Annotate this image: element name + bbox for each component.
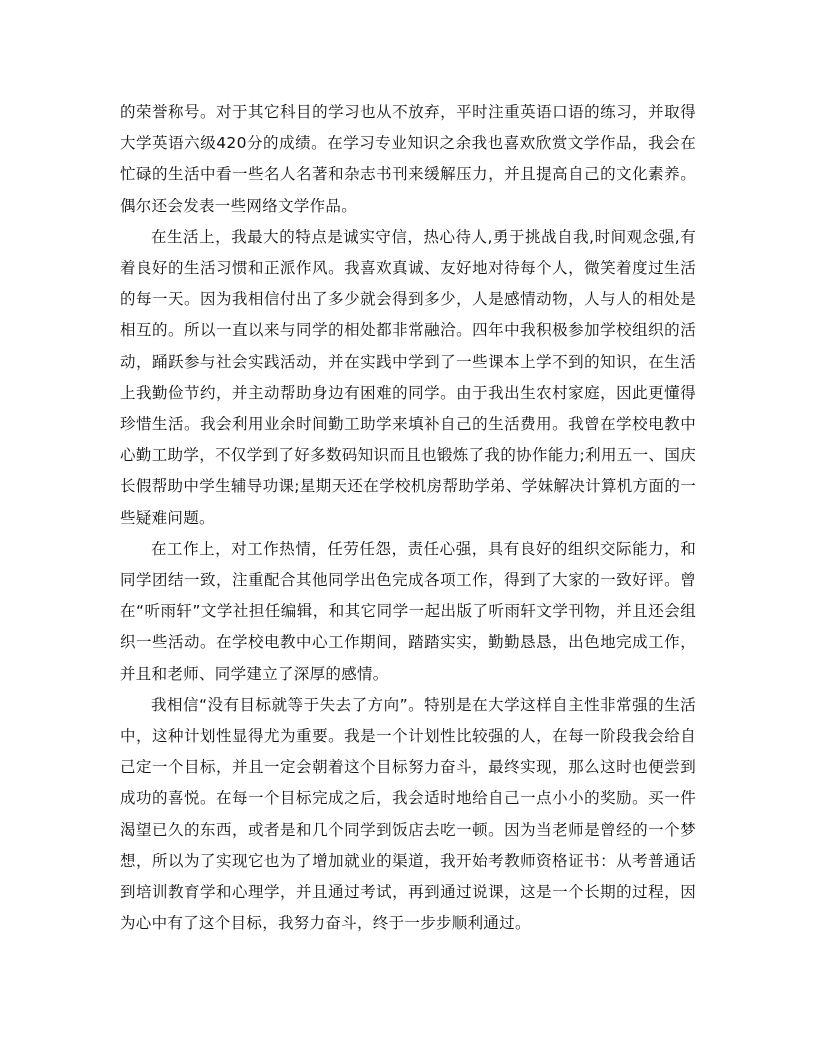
paragraph-goals: 我相信“没有目标就等于失去了方向”。特别是在大学这样自主性非常强的生活中，这种计划性显得尤为重要。我是一个计划性比较强的人，在每一阶段我会给自己定一个目标，并且一定会朝着这个目标努力奋斗，最终实现，那么这时也便尝到成功的喜悦。在每一个目标完成之后，我会适时地给自己一点小小的奖励。买一件渴望已久的东西，或者是和几个同学到饭店去吃一顿。因为当老师是曾经的一个梦想，所以为了实现它也为了增加就业的渠道，我开始考教师资格证书：从考普通话到培训教育学和心理学，并且通过考试，再到通过说课，这是一个长期的过程，因为心中有了这个目标，我努力奋斗，终于一步步顺利通过。 — [120, 695, 696, 933]
paragraph-life: 在生活上，我最大的特点是诚实守信，热心待人,勇于挑战自我,时间观念强,有着良好的生活习惯和正派作风。我喜欢真诚、友好地对待每个人，微笑着度过生活的每一天。因为我相信付出了多少就会得到多少，人是感情动物，人与人的相处是相互的。所以一直以来与同学的相处都非常融洽。四年中我积极参加学校组织的活动，踊跃参与社会实践活动，并在实践中学到了一些课本上学不到的知识，在生活上我勤俭节约，并主动帮助身边有困难的同学。由于我出生农村家庭，因此更懂得珍惜生活。我会利用业余时间勤工助学来填补自己的生活费用。我曾在学校电教中心勤工助学，不仅学到了好多数码知识而且也锻炼了我的协作能力;利用五一、国庆长假帮助中学生辅导功课;星期天还在学校机房帮助学弟、学妹解决计算机方面的一些疑难问题。 — [120, 227, 696, 527]
paragraph-continuation: 的荣誉称号。对于其它科目的学习也从不放弃，平时注重英语口语的练习，并取得大学英语六级420分的成绩。在学习专业知识之余我也喜欢欣赏文学作品，我会在忙碌的生活中看一些名人名著和杂志书刊来缓解压力，并且提高自己的文化素养。偶尔还会发表一些网络文学作品。 — [120, 103, 696, 215]
paragraph-work: 在工作上，对工作热情，任劳任怨，责任心强，具有良好的组织交际能力，和同学团结一致，注重配合其他同学出色完成各项工作，得到了大家的一致好评。曾在“听雨轩”文学社担任编辑，和其它同学一起出版了听雨轩文学刊物，并且还会组织一些活动。在学校电教中心工作期间，踏踏实实，勤勤恳恳，出色地完成工作，并且和老师、同学建立了深厚的感情。 — [120, 539, 696, 683]
document-page — [120, 97, 696, 939]
